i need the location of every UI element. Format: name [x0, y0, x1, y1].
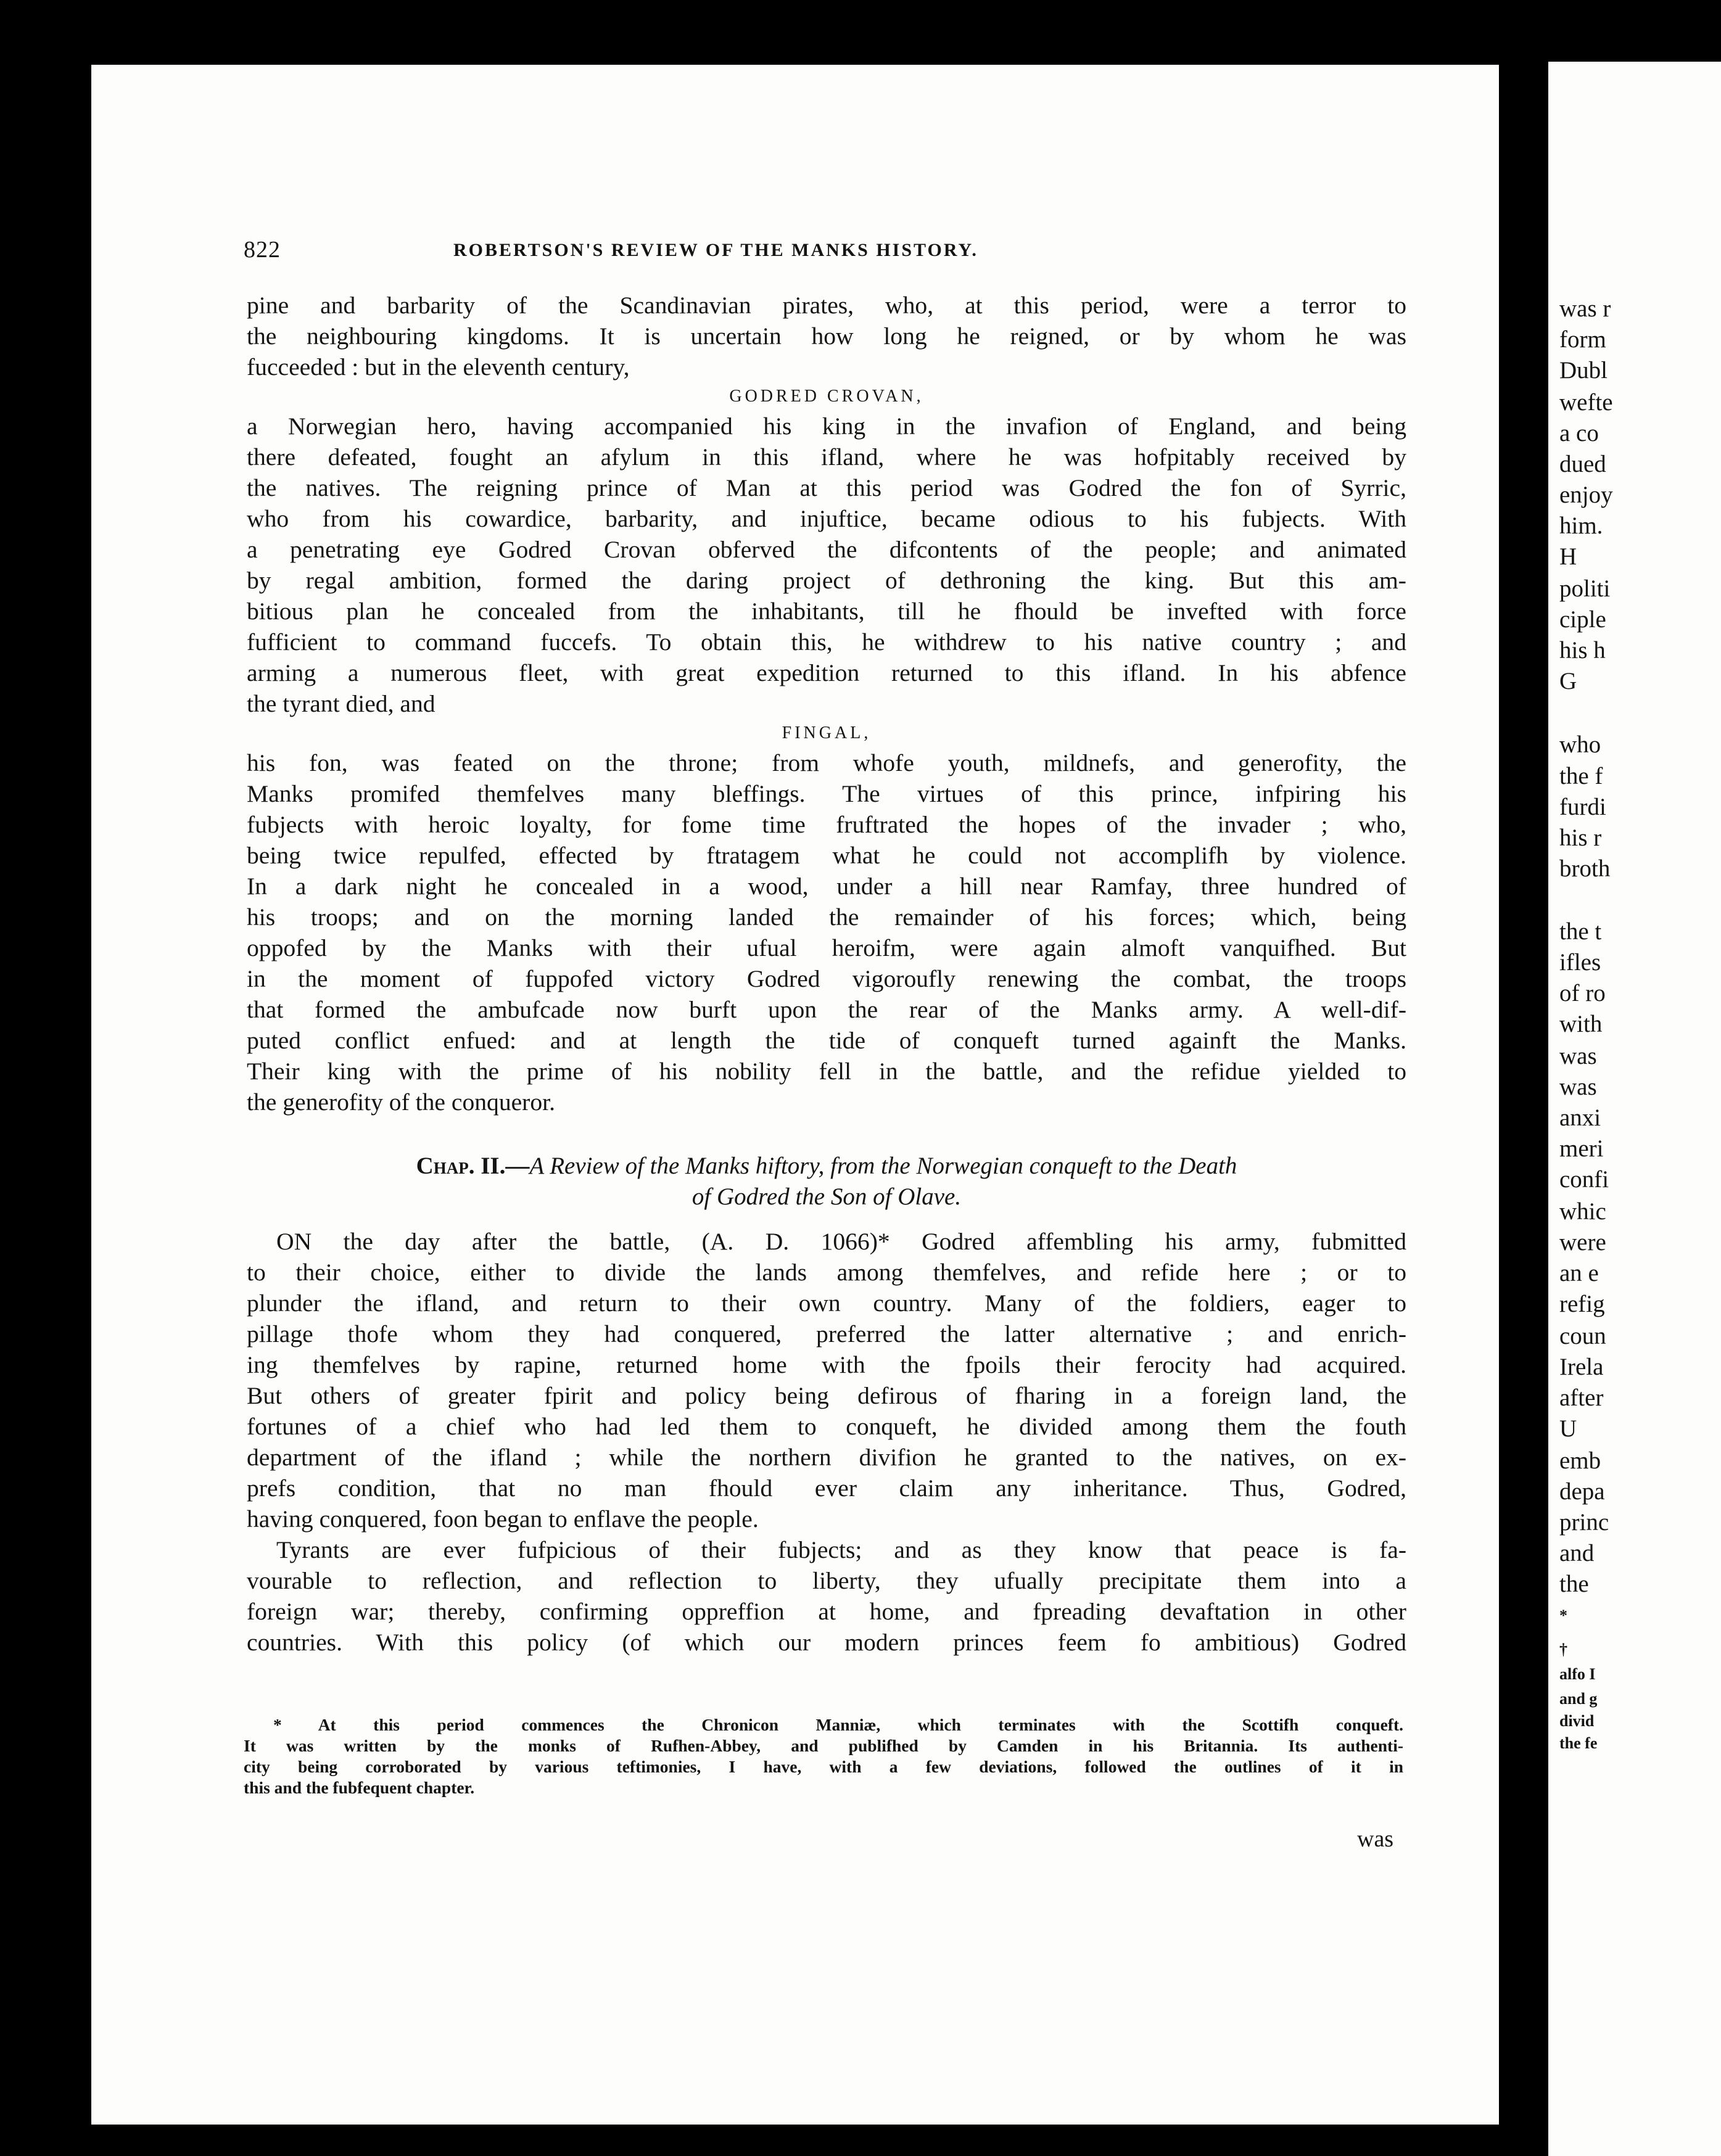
- facing-page-line: a co: [1559, 420, 1599, 446]
- text-line: to their choice, either to divide the lands among themfelves, and refide here ; or to: [247, 1259, 1406, 1286]
- facing-page-line: form: [1559, 326, 1606, 353]
- facing-page-note: *: [1559, 1607, 1567, 1624]
- chapter-title-line-2: of Godred the Son of Olave.: [691, 1183, 962, 1210]
- text-line: countries. With this policy (of which our modern princes feem fo ambitious) Godred: [247, 1629, 1406, 1656]
- facing-page-line: confi: [1559, 1166, 1609, 1193]
- paragraph-pirates: [247, 290, 1406, 382]
- facing-page-line: depa: [1559, 1478, 1605, 1505]
- facing-page-line: was r: [1559, 295, 1611, 322]
- facing-page-line: politi: [1559, 575, 1611, 602]
- text-line: the neighbouring kingdoms. It is uncertain how long he reigned, or by whom he was: [247, 323, 1406, 350]
- text-line: there defeated, fought an afylum in this ifland, where he was hofpitably received by: [247, 443, 1406, 471]
- running-title: ROBERTSON'S REVIEW OF THE MANKS HISTORY.: [453, 240, 978, 260]
- text-line: his fon, was feated on the throne; from whofe youth, mildnefs, and generofity, the: [247, 749, 1406, 776]
- text-line: ON the day after the battle, (A. D. 1066)* Godred affembling his army, fubmitted: [276, 1228, 1406, 1255]
- facing-page-line: the: [1559, 1571, 1589, 1597]
- text-line: Manks promifed themfelves many bleffings. The virtues of this prince, infpiring his: [247, 780, 1406, 807]
- paragraph-godred-crovan: [247, 411, 1406, 719]
- facing-page-line: after: [1559, 1385, 1604, 1411]
- facing-page-line: the f: [1559, 763, 1603, 789]
- text-line: in the moment of fuppofed victory Godred vigoroufly renewing the combat, the troops: [247, 965, 1406, 992]
- text-line: pillage thofe whom they had conquered, preferred the latter alternative ; and enrich-: [247, 1320, 1406, 1348]
- footnote-line: * At this period commences the Chronicon Manniæ, which terminates with the Scottifh conqueft.: [273, 1715, 1403, 1734]
- text-line: his troops; and on the morning landed the remainder of his forces; which, being: [247, 903, 1406, 931]
- text-line: foreign war; thereby, confirming oppreffion at home, and fpreading devaftation in other: [247, 1598, 1406, 1625]
- facing-page-line: him.: [1559, 512, 1603, 539]
- running-head: [244, 236, 1311, 273]
- text-line: fortunes of a chief who had led them to conqueft, he divided among them the fouth: [247, 1413, 1406, 1440]
- facing-page-line: his h: [1559, 637, 1606, 664]
- text-line: Tyrants are ever fufpicious of their fubjects; and as they know that peace is fa-: [276, 1536, 1406, 1563]
- facing-page-line: meri: [1559, 1135, 1604, 1162]
- facing-page-line: emb: [1559, 1447, 1601, 1474]
- text-line: department of the ifland ; while the northern divifion he granted to the natives, on ex-: [247, 1444, 1406, 1471]
- facing-page-line: princ: [1559, 1509, 1609, 1536]
- facing-page-line: Dubl: [1559, 357, 1608, 384]
- facing-page-line: broth: [1559, 855, 1611, 882]
- footnote-line: city being corroborated by various teftimonies, I have, with a few deviations, followed the outlines of it in: [244, 1757, 1403, 1776]
- text-line: the natives. The reigning prince of Man at this period was Godred the fon of Syrric,: [247, 474, 1406, 501]
- facing-page-line: furdi: [1559, 794, 1606, 820]
- facing-page-line: the t: [1559, 918, 1602, 945]
- text-line: plunder the ifland, and return to their own country. Many of the foldiers, eager to: [247, 1290, 1406, 1317]
- facing-page-line: wefte: [1559, 389, 1613, 416]
- facing-page-line: of ro: [1559, 980, 1606, 1006]
- facing-page-line: was: [1559, 1074, 1597, 1100]
- facing-page-line: U: [1559, 1415, 1577, 1442]
- text-line: prefs condition, that no man fhould ever claim any inheritance. Thus, Godred,: [247, 1475, 1406, 1502]
- facing-page-line: who: [1559, 731, 1601, 758]
- paragraph-tyrants: [247, 1534, 1406, 1658]
- facing-page-line: G: [1559, 668, 1577, 694]
- facing-page-line: H: [1559, 543, 1577, 570]
- text-line: by regal ambition, formed the daring project of dethroning the king. But this am-: [247, 567, 1406, 594]
- facing-page-line: with: [1559, 1011, 1603, 1037]
- text-line: the tyrant died, and: [247, 690, 435, 717]
- facing-page-line: dued: [1559, 451, 1606, 477]
- text-line: arming a numerous fleet, with great expedition returned to this ifland. In his abfence: [247, 659, 1406, 686]
- text-line: Their king with the prime of his nobility fell in the battle, and the refidue yielded to: [247, 1058, 1406, 1085]
- facing-page-note: and g: [1559, 1690, 1598, 1708]
- facing-page-note: divid: [1559, 1712, 1595, 1730]
- text-line: fufficient to command fuccefs. To obtain this, he withdrew to his native country ; and: [247, 628, 1406, 656]
- catchword: was: [1357, 1826, 1394, 1852]
- facing-page-line: his r: [1559, 825, 1602, 851]
- main-text: [247, 290, 1406, 1658]
- text-line: bitious plan he concealed from the inhabitants, till he fhould be invefted with force: [247, 598, 1406, 625]
- facing-page-line: was: [1559, 1043, 1597, 1069]
- text-line: ing themfelves by rapine, returned home with the fpoils their ferocity had acquired.: [247, 1351, 1406, 1378]
- facing-page: [1548, 62, 1721, 2156]
- text-line: fucceeded : but in the eleventh century,: [247, 353, 630, 381]
- facing-page-line: refig: [1559, 1291, 1605, 1317]
- text-line: puted conflict enfued: and at length the tide of conqueft turned againft the Manks.: [247, 1027, 1406, 1054]
- text-line: being twice repulfed, effected by ftratagem what he could not accomplifh by violence.: [247, 842, 1406, 869]
- facing-page-line: ciple: [1559, 606, 1606, 633]
- chapter-label: Chap. II.—: [416, 1153, 530, 1179]
- facing-page-line: anxi: [1559, 1105, 1601, 1131]
- facing-page-line: ifles: [1559, 949, 1601, 976]
- text-line: a Norwegian hero, having accompanied his king in the invafion of England, and being: [247, 413, 1406, 440]
- paragraph-fingal: [247, 747, 1406, 1117]
- text-line: fubjects with heroic loyalty, for fome time fruftrated the hopes of the invader ; who,: [247, 811, 1406, 838]
- page-number: 822: [244, 237, 281, 263]
- chapter-title-line-1: A Review of the Manks hiftory, from the Norwegian conqueft to the Death: [529, 1153, 1237, 1179]
- text-line: oppofed by the Manks with their ufual heroifm, were again almoft vanquifhed. But: [247, 934, 1406, 961]
- footnotes: [244, 1714, 1403, 1798]
- facing-page-line: coun: [1559, 1323, 1606, 1349]
- facing-page-note: alfo I: [1559, 1665, 1596, 1683]
- footnote-line: this and the fubfequent chapter.: [244, 1778, 475, 1797]
- facing-page-line: enjoy: [1559, 482, 1613, 508]
- facing-page-line: an e: [1559, 1260, 1599, 1286]
- heading-fingal: FINGAL,: [782, 723, 872, 743]
- facing-page-note: the fe: [1559, 1734, 1598, 1752]
- text-line: pine and barbarity of the Scandinavian pirates, who, at this period, were a terror to: [247, 292, 1406, 319]
- text-line: vourable to reflection, and reflection to liberty, they ufually precipitate them into a: [247, 1567, 1406, 1594]
- chapter-heading: [247, 1151, 1406, 1212]
- facing-page-line: and: [1559, 1540, 1595, 1566]
- facing-page-note: †: [1559, 1640, 1567, 1658]
- text-line: But others of greater fpirit and policy being defirous of fharing in a foreign land, the: [247, 1382, 1406, 1409]
- paragraph-after-battle: [247, 1226, 1406, 1534]
- text-line: who from his cowardice, barbarity, and injuftice, became odious to his fubjects. With: [247, 505, 1406, 532]
- text-line: In a dark night he concealed in a wood, under a hill near Ramfay, three hundred of: [247, 873, 1406, 900]
- facing-page-line: were: [1559, 1229, 1606, 1256]
- text-line: having conquered, foon began to enflave the people.: [247, 1505, 759, 1533]
- footnote-line: It was written by the monks of Rufhen-Abbey, and publifhed by Camden in his Britannia. Its authenti-: [244, 1736, 1403, 1755]
- text-line: the generofity of the conqueror.: [247, 1088, 556, 1116]
- text-line: a penetrating eye Godred Crovan obferved the difcontents of the people; and animated: [247, 536, 1406, 563]
- facing-page-line: whic: [1559, 1198, 1606, 1225]
- heading-godred-crovan: GODRED CROVAN,: [729, 387, 924, 406]
- facing-page-line: Irela: [1559, 1354, 1604, 1380]
- text-line: that formed the ambufcade now burft upon the rear of the Manks army. A well-dif-: [247, 996, 1406, 1023]
